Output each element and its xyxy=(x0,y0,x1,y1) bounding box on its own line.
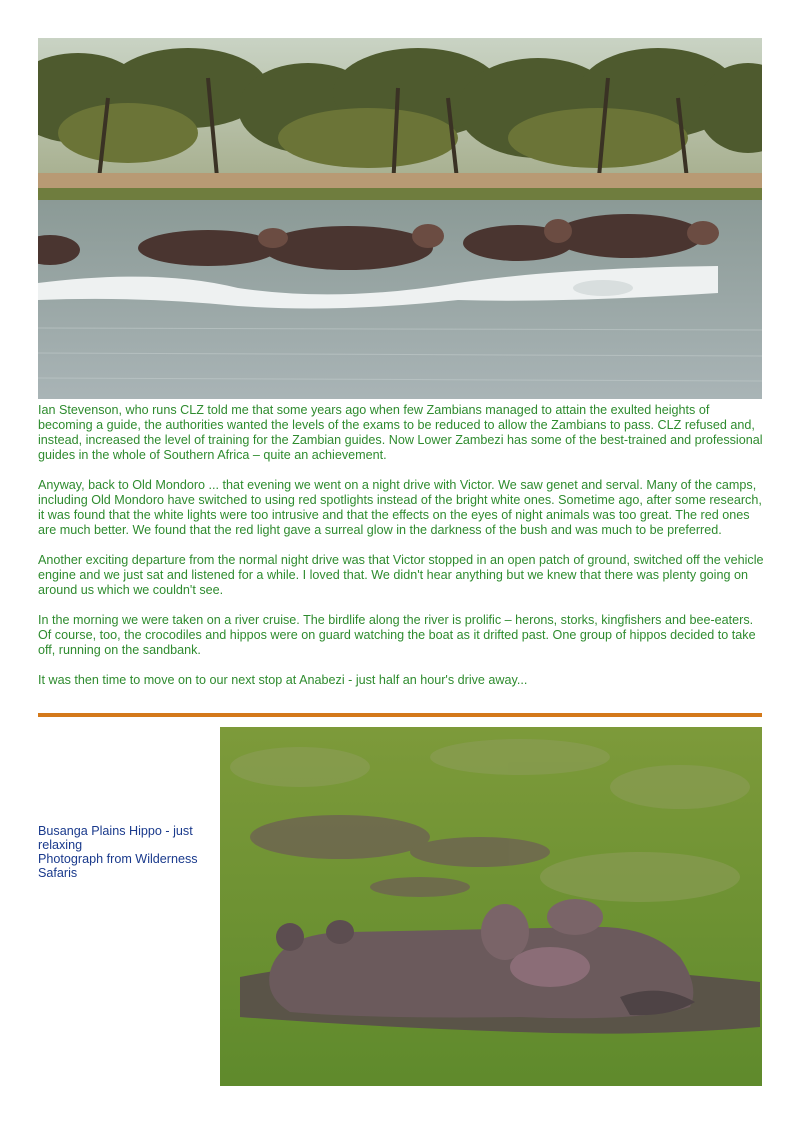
paragraph: In the morning we were taken on a river cruise. The birdlife along the river is prolific – herons, storks, kingfishers and bee-eaters. Of course, too, the crocodiles and hippos were on guard watching the boat as it drifted past. One group of hippos decided to take off, running on the sandbank. xyxy=(38,613,756,657)
paragraph: Ian Stevenson, who runs CLZ told me that some years ago when few Zambians managed to attain the exulted heights of becoming a guide, the authorities wanted the levels of the exams to be reduced to allow the Zambians to pass. CLZ refused and, instead, increased the level of training for the Zambian guides. Now Lower Zambezi has some of the best-trained and professional guides in the whole of Southern Africa – quite an achievement. xyxy=(38,403,763,462)
paragraph: Anyway, back to Old Mondoro ... that evening we went on a night drive with Victor. We saw genet and serval. Many of the camps, including Old Mondoro have switched to using red spotlights instead of the bright white ones. Sometime ago, after some research, it was found that the white lights were too intrusive and that the effects on the eyes of night animals was too great. The red ones are much better. We found that the red light gave a surreal glow in the darkness of the bush and was much to be preferred. xyxy=(38,478,762,537)
photo-caption xyxy=(38,824,216,880)
hippo-relaxing-photo xyxy=(220,727,762,1086)
caption-credit: Photograph from Wilderness Safaris xyxy=(38,852,198,880)
caption-title: Busanga Plains Hippo - just relaxing xyxy=(38,824,193,852)
paragraph: It was then time to move on to our next stop at Anabezi - just half an hour's drive away... xyxy=(38,673,528,687)
article-body xyxy=(38,403,764,703)
hippos-river-photo xyxy=(38,38,762,399)
paragraph: Another exciting departure from the normal night drive was that Victor stopped in an open patch of ground, switched off the vehicle engine and we just sat and listened for a while. I loved that. We didn't hear anything but we knew that there was plenty going on around us which we couldn't see. xyxy=(38,553,764,597)
section-divider xyxy=(38,713,762,717)
